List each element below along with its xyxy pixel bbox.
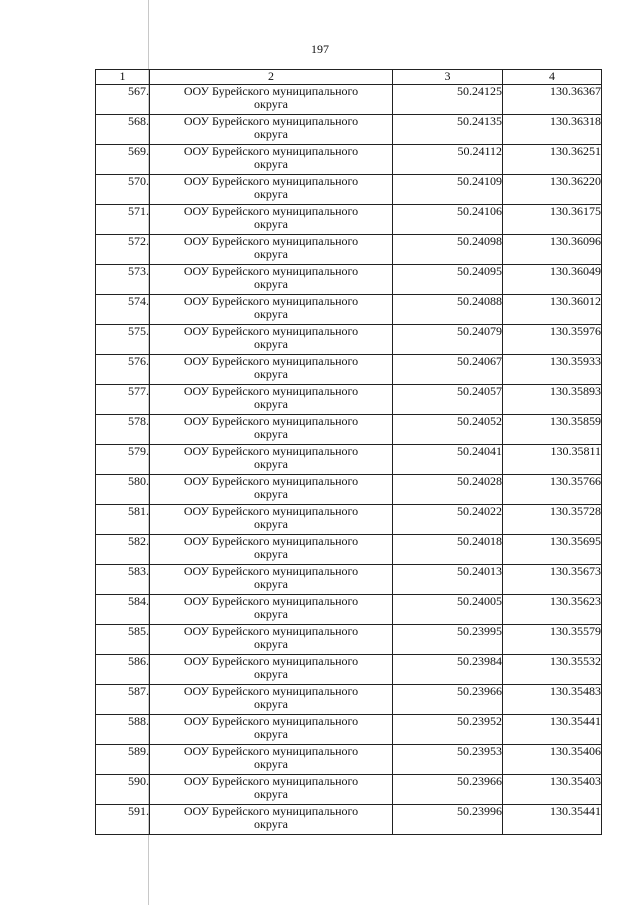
value-col-3: 50.24057 [393,385,503,415]
row-number: 583. [96,565,150,595]
object-name-line-1: ООУ Бурейского муниципального [183,564,359,578]
object-name-line-2: округа [254,427,288,441]
object-name-line-1: ООУ Бурейского муниципального [183,84,359,98]
table-row [96,715,602,745]
value-col-4: 130.35976 [503,325,602,355]
object-name [150,475,393,505]
row-number: 582. [96,535,150,565]
value-col-3: 50.23995 [393,625,503,655]
value-col-4: 130.35766 [503,475,602,505]
table-row [96,505,602,535]
object-name-line-2: округа [254,277,288,291]
table-row [96,355,602,385]
object-name-line-2: округа [254,607,288,621]
object-name-line-1: ООУ Бурейского муниципального [183,114,359,128]
object-name-line-1: ООУ Бурейского муниципального [183,714,359,728]
object-name-line-2: округа [254,817,288,831]
object-name-line-2: округа [254,247,288,261]
value-col-4: 130.36012 [503,295,602,325]
row-number: 591. [96,805,150,835]
value-col-3: 50.24125 [393,85,503,115]
table-row [96,655,602,685]
object-name-line-2: округа [254,337,288,351]
value-col-3: 50.24041 [393,445,503,475]
value-col-3: 50.24095 [393,265,503,295]
object-name [150,625,393,655]
object-name [150,85,393,115]
value-col-3: 50.23952 [393,715,503,745]
object-name-line-2: округа [254,187,288,201]
object-name-line-2: округа [254,367,288,381]
row-number: 586. [96,655,150,685]
object-name [150,175,393,205]
value-col-3: 50.24088 [393,295,503,325]
object-name [150,385,393,415]
object-name-line-2: округа [254,487,288,501]
table-row [96,85,602,115]
object-name-line-1: ООУ Бурейского муниципального [183,474,359,488]
object-name-line-1: ООУ Бурейского муниципального [183,624,359,638]
object-name [150,715,393,745]
table-row [96,595,602,625]
value-col-4: 130.36096 [503,235,602,265]
object-name-line-1: ООУ Бурейского муниципального [183,804,359,818]
object-name [150,595,393,625]
row-number: 580. [96,475,150,505]
row-number: 587. [96,685,150,715]
value-col-4: 130.35933 [503,355,602,385]
object-name-line-2: округа [254,637,288,651]
page-number: 197 [311,42,329,56]
object-name-line-2: округа [254,97,288,111]
table-row [96,805,602,835]
value-col-3: 50.24013 [393,565,503,595]
header-col-4: 4 [503,70,602,85]
value-col-4: 130.35441 [503,715,602,745]
value-col-4: 130.35695 [503,535,602,565]
object-name [150,565,393,595]
row-number: 572. [96,235,150,265]
row-number: 569. [96,145,150,175]
object-name-line-2: округа [254,457,288,471]
object-name [150,655,393,685]
header-col-2: 2 [150,70,393,85]
object-name [150,745,393,775]
table-row [96,415,602,445]
object-name-line-2: округа [254,577,288,591]
object-name [150,355,393,385]
table-row [96,445,602,475]
table-row [96,175,602,205]
object-name [150,505,393,535]
value-col-3: 50.24018 [393,535,503,565]
value-col-4: 130.36367 [503,85,602,115]
object-name-line-1: ООУ Бурейского муниципального [183,234,359,248]
table-row [96,265,602,295]
table-row [96,325,602,355]
object-name-line-2: округа [254,307,288,321]
value-col-4: 130.36049 [503,265,602,295]
table-row [96,295,602,325]
object-name [150,325,393,355]
table-row [96,535,602,565]
table-row [96,115,602,145]
object-name-line-1: ООУ Бурейского муниципального [183,594,359,608]
object-name [150,145,393,175]
value-col-4: 130.35859 [503,415,602,445]
value-col-4: 130.36175 [503,205,602,235]
object-name-line-2: округа [254,787,288,801]
row-number: 574. [96,295,150,325]
coordinates-table [95,69,602,835]
row-number: 585. [96,625,150,655]
object-name-line-2: округа [254,727,288,741]
row-number: 576. [96,355,150,385]
object-name [150,265,393,295]
value-col-3: 50.24098 [393,235,503,265]
value-col-3: 50.23953 [393,745,503,775]
object-name-line-2: округа [254,217,288,231]
row-number: 568. [96,115,150,145]
row-number: 575. [96,325,150,355]
object-name-line-1: ООУ Бурейского муниципального [183,144,359,158]
value-col-4: 130.35623 [503,595,602,625]
value-col-3: 50.23996 [393,805,503,835]
object-name [150,805,393,835]
value-col-4: 130.35811 [503,445,602,475]
row-number: 577. [96,385,150,415]
value-col-3: 50.24109 [393,175,503,205]
table-row [96,235,602,265]
value-col-4: 130.36318 [503,115,602,145]
object-name-line-2: округа [254,517,288,531]
row-number: 581. [96,505,150,535]
object-name-line-1: ООУ Бурейского муниципального [183,354,359,368]
object-name [150,535,393,565]
object-name [150,415,393,445]
table-row [96,685,602,715]
row-number: 570. [96,175,150,205]
object-name [150,295,393,325]
value-col-3: 50.23966 [393,775,503,805]
value-col-4: 130.35483 [503,685,602,715]
row-number: 590. [96,775,150,805]
row-number: 573. [96,265,150,295]
value-col-4: 130.36220 [503,175,602,205]
value-col-4: 130.35893 [503,385,602,415]
value-col-3: 50.23966 [393,685,503,715]
object-name-line-1: ООУ Бурейского муниципального [183,264,359,278]
value-col-4: 130.35673 [503,565,602,595]
object-name-line-1: ООУ Бурейского муниципального [183,504,359,518]
table-header-row [96,70,602,85]
row-number: 588. [96,715,150,745]
object-name [150,445,393,475]
object-name-line-2: округа [254,697,288,711]
header-col-3: 3 [393,70,503,85]
object-name [150,775,393,805]
table-row [96,745,602,775]
table-row [96,775,602,805]
object-name-line-1: ООУ Бурейского муниципального [183,684,359,698]
object-name-line-1: ООУ Бурейского муниципального [183,204,359,218]
value-col-3: 50.24079 [393,325,503,355]
object-name-line-2: округа [254,757,288,771]
value-col-3: 50.24135 [393,115,503,145]
table-row [96,205,602,235]
object-name-line-1: ООУ Бурейского муниципального [183,294,359,308]
value-col-4: 130.36251 [503,145,602,175]
row-number: 571. [96,205,150,235]
object-name [150,235,393,265]
value-col-3: 50.24112 [393,145,503,175]
object-name-line-1: ООУ Бурейского муниципального [183,414,359,428]
object-name-line-1: ООУ Бурейского муниципального [183,534,359,548]
row-number: 589. [96,745,150,775]
value-col-3: 50.24106 [393,205,503,235]
table-row [96,385,602,415]
object-name [150,685,393,715]
object-name-line-2: округа [254,397,288,411]
object-name-line-2: округа [254,667,288,681]
object-name-line-1: ООУ Бурейского муниципального [183,324,359,338]
object-name-line-1: ООУ Бурейского муниципального [183,654,359,668]
table-row [96,145,602,175]
row-number: 579. [96,445,150,475]
value-col-3: 50.24052 [393,415,503,445]
value-col-4: 130.35403 [503,775,602,805]
table-row [96,475,602,505]
table-row [96,565,602,595]
object-name-line-1: ООУ Бурейского муниципального [183,444,359,458]
object-name-line-2: округа [254,127,288,141]
value-col-3: 50.24005 [393,595,503,625]
object-name-line-1: ООУ Бурейского муниципального [183,174,359,188]
value-col-4: 130.35532 [503,655,602,685]
row-number: 578. [96,415,150,445]
object-name [150,205,393,235]
header-col-1: 1 [96,70,150,85]
table-row [96,625,602,655]
object-name [150,115,393,145]
value-col-3: 50.24022 [393,505,503,535]
row-number: 567. [96,85,150,115]
value-col-4: 130.35579 [503,625,602,655]
value-col-4: 130.35441 [503,805,602,835]
object-name-line-1: ООУ Бурейского муниципального [183,774,359,788]
value-col-4: 130.35728 [503,505,602,535]
object-name-line-2: округа [254,547,288,561]
value-col-3: 50.24028 [393,475,503,505]
object-name-line-1: ООУ Бурейского муниципального [183,384,359,398]
value-col-3: 50.24067 [393,355,503,385]
value-col-3: 50.23984 [393,655,503,685]
object-name-line-1: ООУ Бурейского муниципального [183,744,359,758]
row-number: 584. [96,595,150,625]
object-name-line-2: округа [254,157,288,171]
value-col-4: 130.35406 [503,745,602,775]
